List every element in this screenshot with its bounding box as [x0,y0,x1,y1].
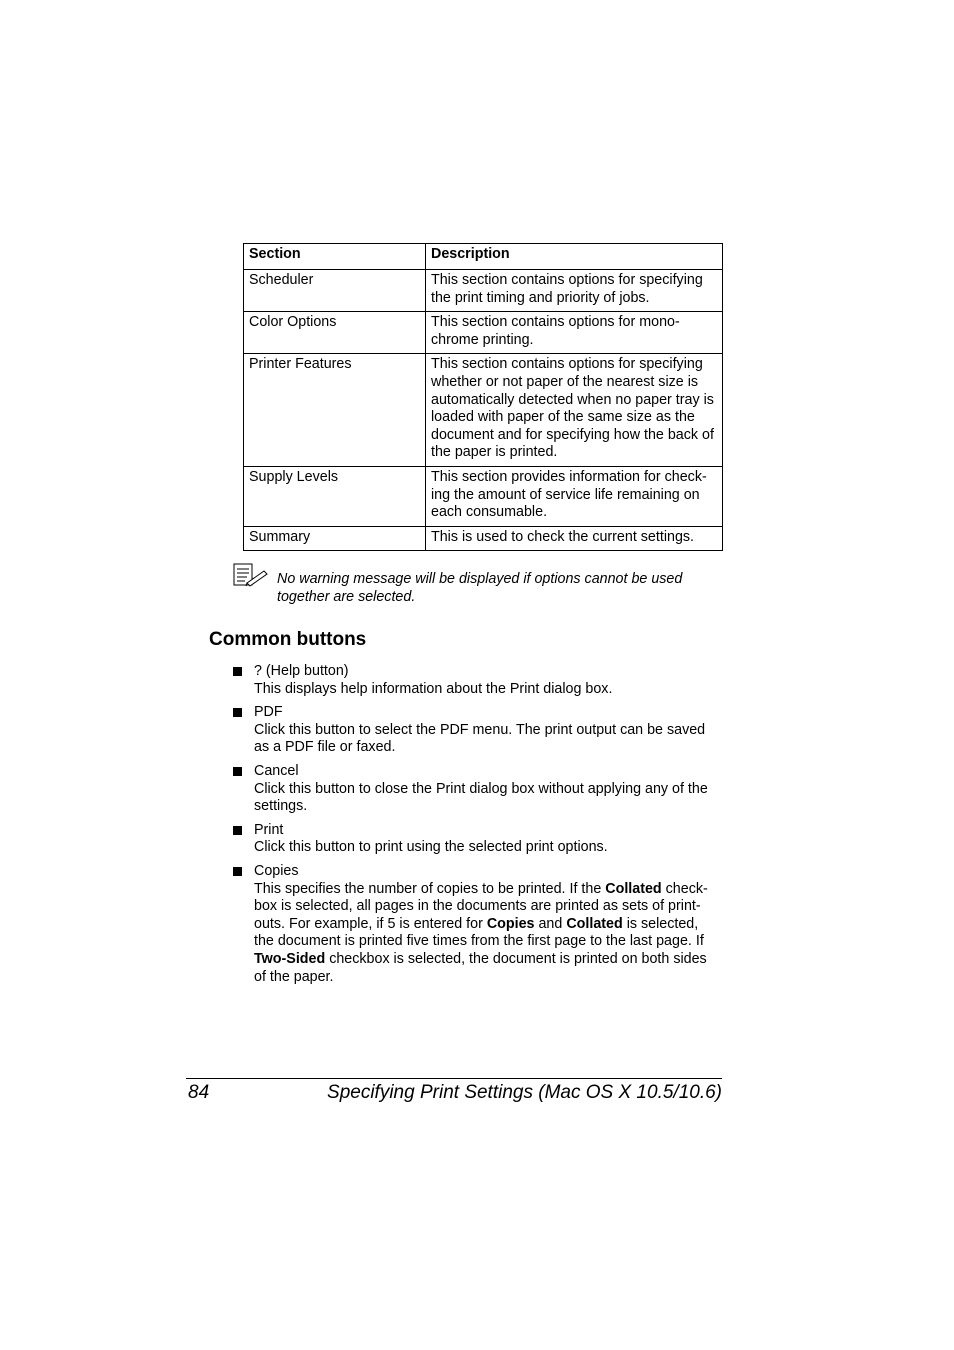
description-cell: This section provides information for check- ing the amount of service life remaining on each consumable. [426,466,723,526]
item-title: PDF [254,704,283,721]
footer-title: Specifying Print Settings (Mac OS X 10.5/10.6) [327,1082,722,1103]
section-cell: Supply Levels [244,466,426,526]
desc-bold-collated: Collated [605,880,662,897]
desc-part: and [534,915,567,932]
description-cell: This section contains options for specifying whether or not paper of the nearest size is automatically detected when no paper tray is loaded with paper of the same size as the document and for specifying how the back of the paper is printed. [426,354,723,467]
list-item [231,704,721,757]
desc-part: check-box is selected, all pages in the documents are printed as sets of print-outs. For example, if 5 is entered for [254,880,708,932]
common-buttons-list [231,663,721,992]
bullet-square-icon [233,708,242,717]
item-description: Click this button to print using the selected print options. [254,839,608,856]
bullet-square-icon [233,867,242,876]
item-title: Cancel [254,762,299,779]
item-description: Click this button to close the Print dialog box without applying any of the settings. [254,780,708,815]
item-description: Click this button to select the PDF menu. The print output can be saved as a PDF file or faxed. [254,721,706,756]
list-item [231,763,721,816]
item-title: ? (Help button) [254,663,349,679]
note-pencil-icon [233,563,269,587]
bullet-square-icon [233,767,242,776]
section-cell: Summary [244,526,426,551]
section-cell: Scheduler [244,270,426,312]
footer-divider [186,1078,722,1079]
desc-part: This specifies the number of copies to be printed. If the [254,880,606,897]
desc-part: is selected, the document is printed five times from the first page to the last page. If [254,915,704,950]
desc-part: checkbox is selected, the document is printed on both sides of the paper. [254,950,707,985]
section-cell: Color Options [244,312,426,354]
bullet-square-icon [233,826,242,835]
item-description: This displays help information about the Print dialog box. [254,680,613,697]
note-text: No warning message will be displayed if options cannot be used together are selected. [277,571,683,605]
list-item [231,863,721,986]
item-description [254,881,721,987]
column-header-description: Description [426,244,723,270]
table-row [244,354,723,467]
description-cell: This section contains options for mono- chrome printing. [426,312,723,354]
bullet-square-icon [233,667,242,676]
table-header-row [244,244,723,270]
table-row [244,466,723,526]
desc-bold-collated: Collated [566,915,623,932]
page-number: 84 [188,1082,210,1103]
table-row [244,312,723,354]
section-heading: Common buttons [209,629,367,650]
item-title: Print [254,821,284,838]
sections-table [243,243,723,551]
table-row [244,526,723,551]
desc-bold-copies: Copies [486,915,535,932]
column-header-section: Section [244,244,426,270]
list-item [231,822,721,857]
desc-bold-two-sided: Two-Sided [254,950,326,967]
list-item [231,663,721,698]
section-cell: Printer Features [244,354,426,467]
description-cell: This is used to check the current settings. [426,526,723,551]
item-title: Copies [254,862,299,879]
table-row [244,270,723,312]
description-cell: This section contains options for specifying the print timing and priority of jobs. [426,270,723,312]
